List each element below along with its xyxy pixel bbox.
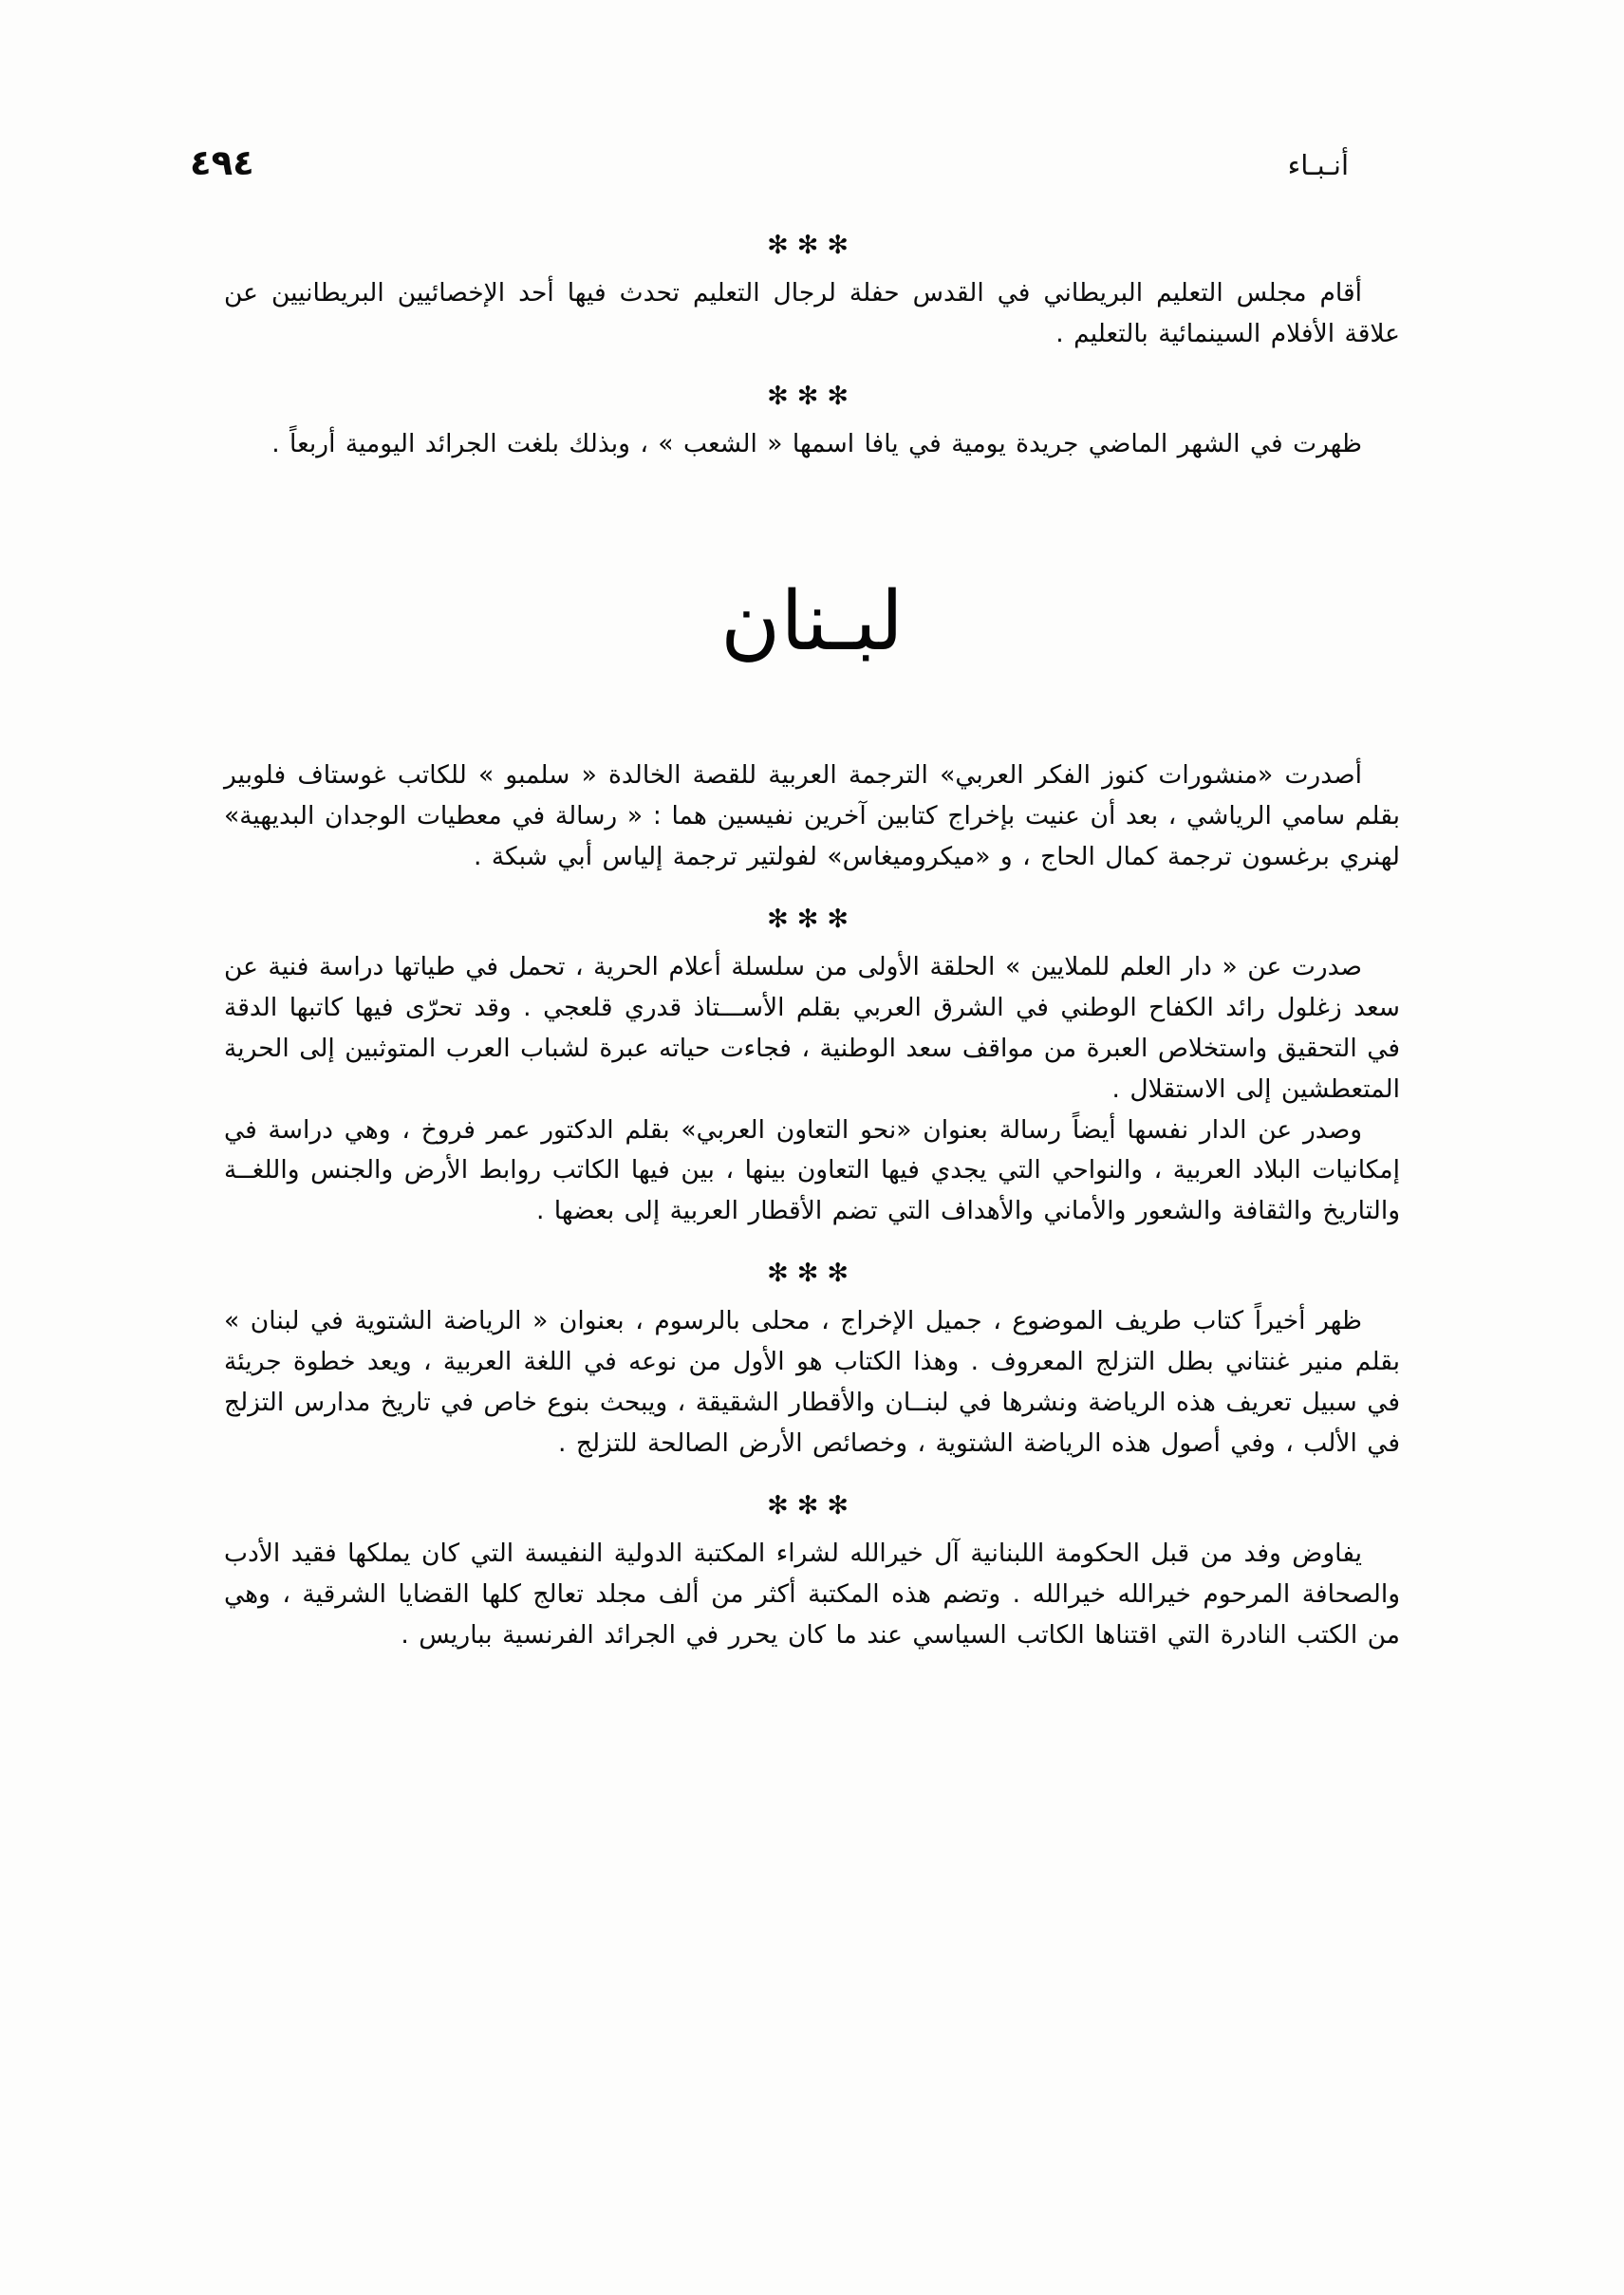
news-item: أقام مجلس التعليم البريطاني في القدس حفلة لرجال التعليم تحدث فيها أحد الإخصائيين البريطانيين عن علاقة الأفلام السينمائية بالتعليم . [224,278,1400,348]
ornament-glyph: ✻ [767,231,797,260]
ornament-separator [218,233,1406,258]
page-number: ٤٩٤ [190,142,254,183]
ornament-separator [218,1259,1406,1289]
ornament-glyph: ✻ [796,1490,828,1521]
ornament-glyph: ✻ [827,231,857,260]
news-item: ظهر أخيراً كتاب طريف الموضوع ، جميل الإخراج ، محلى بالرسوم ، بعنوان « الرياضة الشتوية في لبنان » بقلم منير غنتاني بطل التزلج المعروف . وهذا الكتاب هو الأول من نوعه في اللغة العربية ، ويعد خطوة جريئة في سبيل تعريف هذه الرياضة ونشرها في لبنــان والأقطار الشقيقة ، ويبحث بنوع خاص في تاريخ مدارس التزلج في الألب ، وفي أصول هذه الرياضة الشتوية ، وخصائص الأرض الصالحة للتزلج . [224,1306,1400,1459]
news-item: وصدر عن الدار نفسها أيضاً رسالة بعنوان «نحو التعاون العربي» بقلم الدكتور عمر فروخ ، وهي دراسة في إمكانيات البلاد العربية ، والنواحي التي يجدي فيها التعاون بينها ، بين فيها الكاتب روابط الأرض والجنس واللغــة والتاريخ والثقافة والشعور والأماني والأهداف التي تضم الأقطار العربية إلى بعضها . [224,1114,1400,1226]
ornament-glyph: ✻ [796,1259,828,1289]
running-header [190,142,1406,183]
ornament-glyph: ✻ [827,904,857,934]
ornament-glyph: ✻ [767,1490,797,1521]
page-content-column [190,142,1406,1660]
ornament-glyph: ✻ [827,1490,857,1521]
ornament-glyph: ✻ [796,231,828,260]
ornament-glyph: ✻ [796,381,828,411]
ornament-glyph: ✻ [796,904,828,934]
ornament-glyph: ✻ [767,904,797,934]
ornament-glyph: ✻ [767,381,797,411]
ornament-separator [218,1490,1406,1521]
news-item: أصدرت «منشورات كنوز الفكر العربي» الترجمة العربية للقصة الخالدة « سلمبو » للكاتب غوستاف فلوبير بقلم سامي الرياشي ، بعد أن عنيت بإخراج كتابين آخرين نفيسين هما : « رسالة في معطيات الوجدان البديهية» لهنري برغسون ترجمة كمال الحاج ، و «ميكروميغاس» لفولتير ترجمة إلياس أبي شبكة . [224,760,1400,871]
ornament-glyph: ✻ [827,381,857,411]
news-item: صدرت عن « دار العلم للملايين » الحلقة الأولى من سلسلة أعلام الحرية ، تحمل في طياتها دراسة فنية عن سعد زغلول رائد الكفاح الوطني في الشرق العربي بقلم الأســـتاذ قدري قلعجي . وقد تحرّى فيها كاتبها الدقة في التحقيق واستخلاص العبرة من مواقف سعد الوطنية ، فجاءت حياته عبرة لشباب العرب المتوثبين إلى الحرية المتعطشين إلى الاستقلال . [224,951,1400,1104]
news-item: يفاوض وفد من قبل الحكومة اللبنانية آل خيرالله لشراء المكتبة الدولية النفيسة التي كان يملكها فقيد الأدب والصحافة المرحوم خيرالله خيرالله . وتضم هذه المكتبة أكثر من ألف مجلد تعالج كلها القضايا الشرقية ، وهي من الكتب النادرة التي اقتناها الكاتب السياسي عند ما كان يحرر في الجرائد الفرنسية بباريس . [224,1538,1400,1650]
ornament-separator [218,906,1406,932]
ornament-separator [218,383,1406,409]
running-title: أنـبـاء [1287,149,1349,181]
section-heading-lebanon: لبـنان [720,573,904,669]
ornament-glyph: ✻ [827,1259,857,1289]
ornament-glyph: ✻ [767,1259,797,1289]
news-item: ظهرت في الشهر الماضي جريدة يومية في يافا اسمها « الشعب » ، وبذلك بلغت الجرائد اليومية أربعاً . [271,428,1362,458]
